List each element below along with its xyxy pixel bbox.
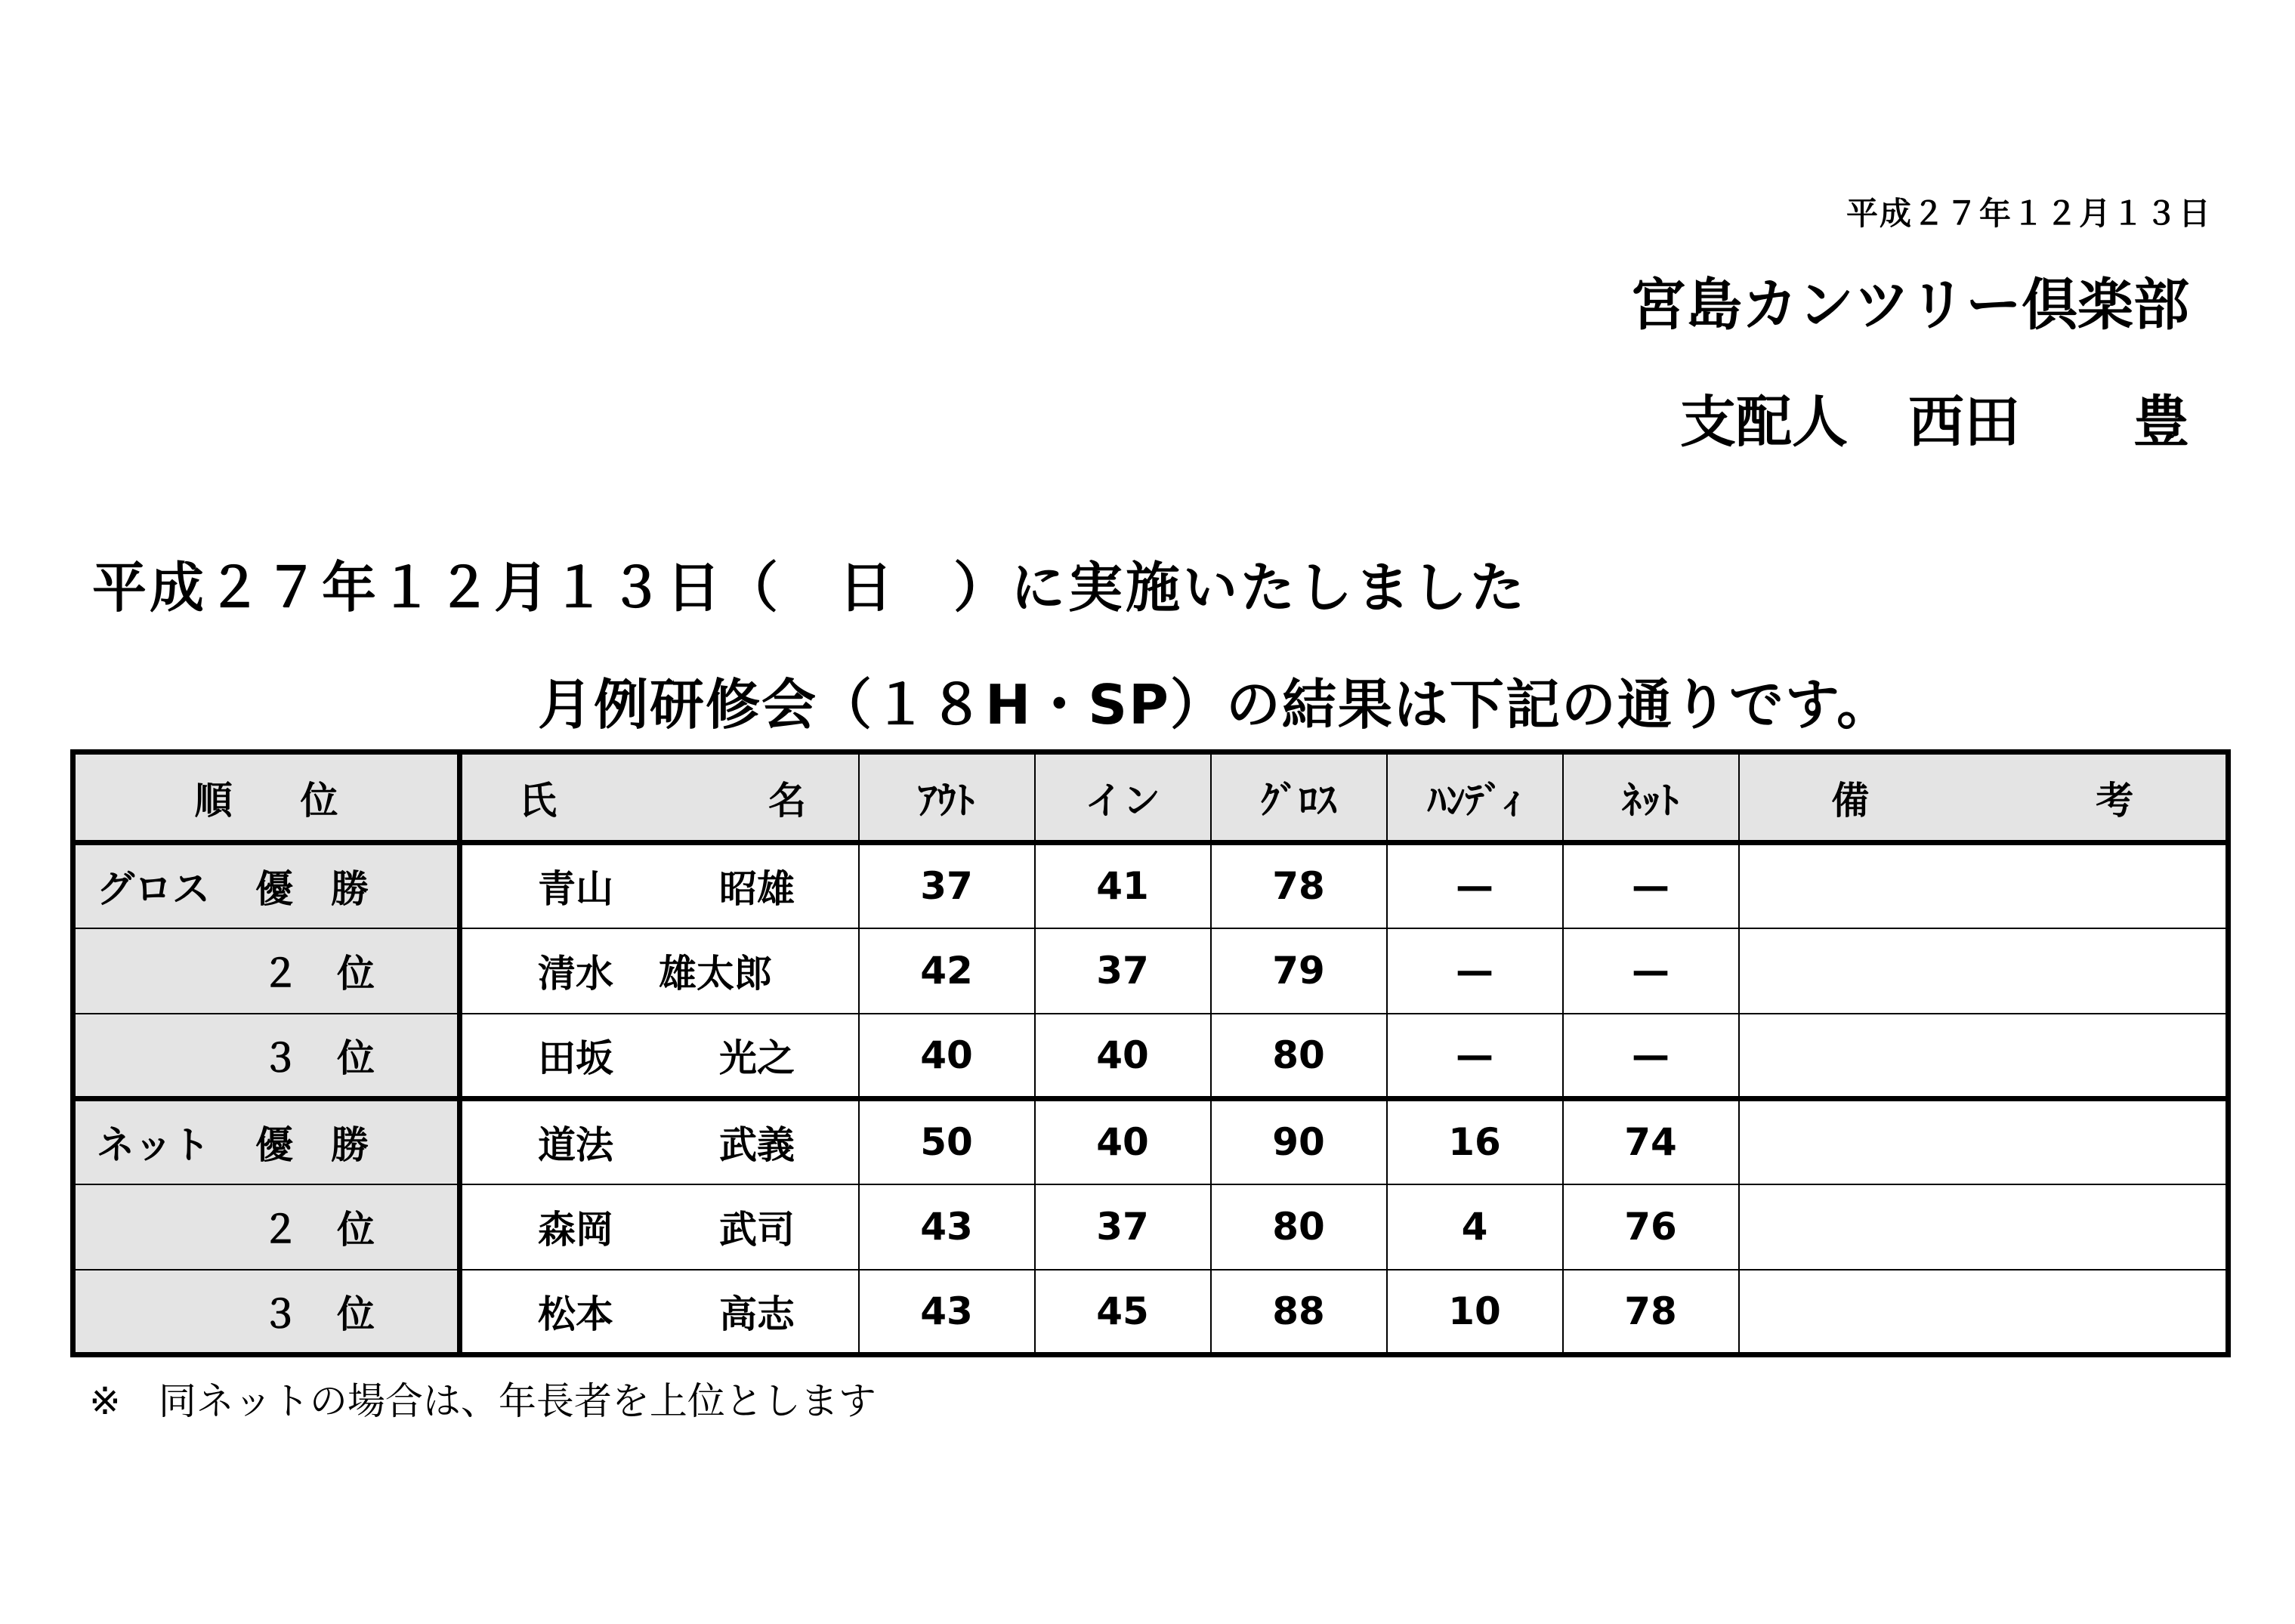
name-cell: 田坂 光之 [460,1014,859,1099]
name-cell: 松本 高志 [460,1270,859,1355]
gross-cell: 78 [1211,843,1387,928]
gross-cell: 88 [1211,1270,1387,1355]
header-remarks: 備 考 [1739,752,2229,843]
out-cell: 42 [859,928,1035,1014]
in-cell: 41 [1035,843,1211,928]
in-cell: 37 [1035,1184,1211,1270]
gross-cell: 79 [1211,928,1387,1014]
table-row [73,928,2229,1014]
header-net: ﾈｯﾄ [1563,752,1739,843]
manager-family-name: 西田 [1908,390,2020,455]
name-cell: 青山 昭雄 [460,843,859,928]
manager-given-name: 豊 [2133,390,2189,455]
table-header-row [73,752,2229,843]
table-row [73,1270,2229,1355]
gross-cell: 80 [1211,1184,1387,1270]
out-cell: 40 [859,1014,1035,1099]
document-date: 平成２７年１２月１３日 [1846,195,2212,232]
remarks-cell [1739,1099,2229,1184]
header-name: 氏 名 [460,752,859,843]
header-in: イン [1035,752,1211,843]
header-out: ｱｳﾄ [859,752,1035,843]
in-cell: 40 [1035,1099,1211,1184]
rank-cell: ３ 位 [73,1270,460,1355]
out-cell: 43 [859,1270,1035,1355]
header-handicap: ﾊﾝﾃﾞｨ [1387,752,1563,843]
net-cell: 74 [1563,1099,1739,1184]
remarks-cell [1739,1184,2229,1270]
net-cell: 76 [1563,1184,1739,1270]
intro-line-1: 平成２７年１２月１３日（ 日 ）に実施いたしました [92,556,1528,619]
header-gross: ｸﾞﾛｽ [1211,752,1387,843]
rank-cell: ２ 位 [73,1184,460,1270]
handicap-cell: 10 [1387,1270,1563,1355]
table-row [73,843,2229,928]
manager-signature [1680,378,2189,458]
handicap-cell: — [1387,1014,1563,1099]
in-cell: 40 [1035,1014,1211,1099]
name-cell: 清水 雄太郎 [460,928,859,1014]
header-rank: 順 位 [73,752,460,843]
table-row [73,1184,2229,1270]
name-cell: 道法 武義 [460,1099,859,1184]
club-name: 宮島カンツリー倶楽部 [1630,273,2189,338]
net-cell: 78 [1563,1270,1739,1355]
net-cell: — [1563,1014,1739,1099]
net-cell: — [1563,843,1739,928]
handicap-cell: — [1387,843,1563,928]
results-table [70,749,2231,1357]
handicap-cell: — [1387,928,1563,1014]
name-cell: 森岡 武司 [460,1184,859,1270]
rank-cell: ネット 優 勝 [73,1099,460,1184]
remarks-cell [1739,1014,2229,1099]
in-cell: 37 [1035,928,1211,1014]
rank-cell: ３ 位 [73,1014,460,1099]
remarks-cell [1739,843,2229,928]
rank-cell: ２ 位 [73,928,460,1014]
gross-cell: 80 [1211,1014,1387,1099]
out-cell: 43 [859,1184,1035,1270]
table-row [73,1014,2229,1099]
manager-title: 支配人 [1680,390,1848,455]
out-cell: 50 [859,1099,1035,1184]
in-cell: 45 [1035,1270,1211,1355]
handicap-cell: 4 [1387,1184,1563,1270]
handicap-cell: 16 [1387,1099,1563,1184]
table-row [73,1099,2229,1184]
footnote: ※ 同ネットの場合は、年長者を上位とします [89,1379,876,1423]
remarks-cell [1739,928,2229,1014]
remarks-cell [1739,1270,2229,1355]
net-cell: — [1563,928,1739,1014]
out-cell: 37 [859,843,1035,928]
rank-cell: グロス 優 勝 [73,843,460,928]
intro-line-2: 月例研修会（１８H・SP）の結果は下記の通りです。 [538,673,1893,736]
gross-cell: 90 [1211,1099,1387,1184]
